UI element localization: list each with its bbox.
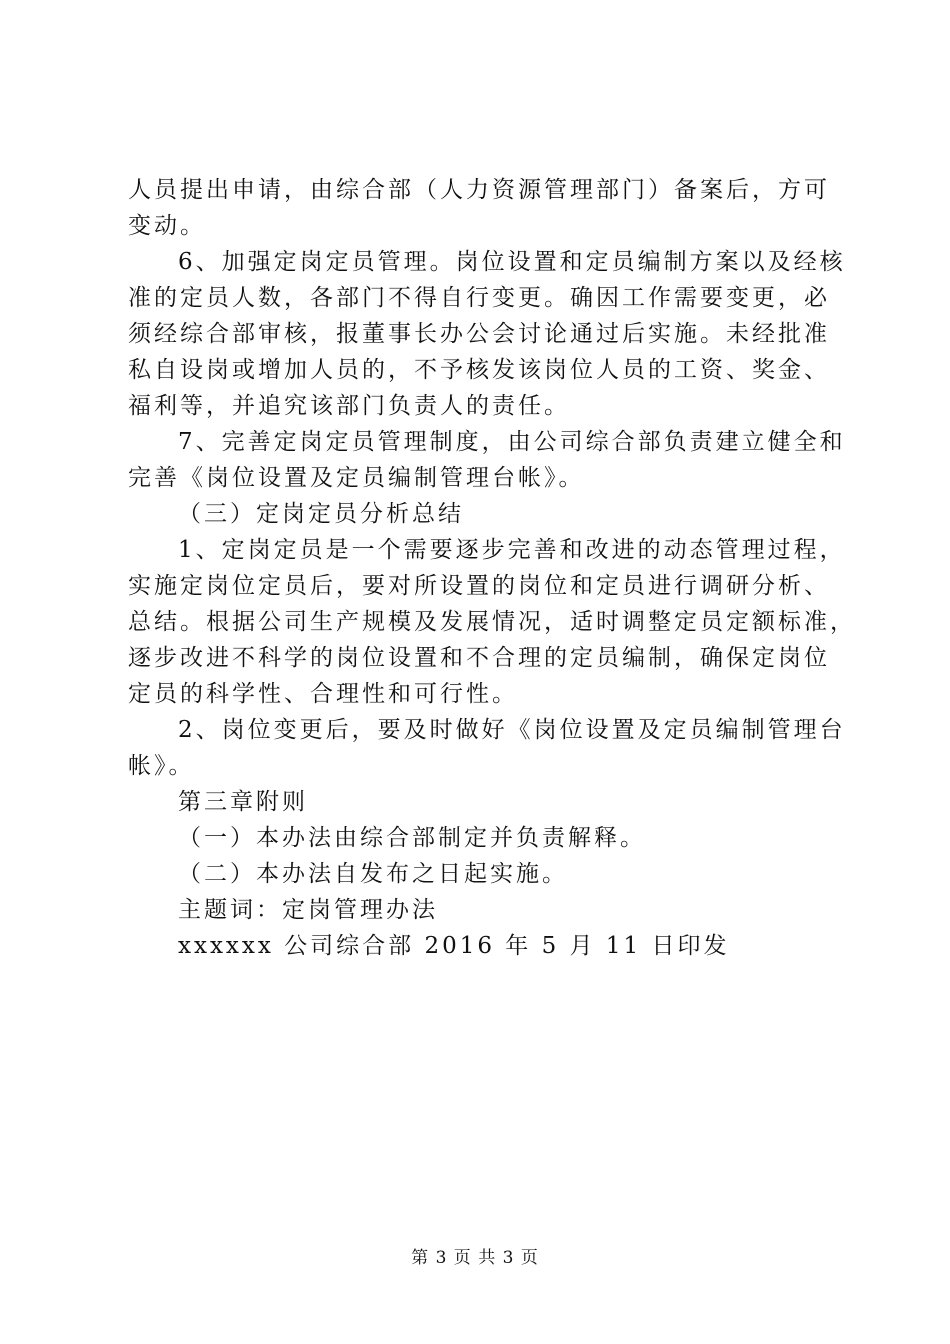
paragraph-line: 须经综合部审核，报董事长办公会讨论通过后实施。未经批准	[128, 321, 830, 347]
paragraph-line: （一）本办法由综合部制定并负责解释。	[178, 825, 646, 851]
subject-keywords: 主题词：定岗管理办法	[178, 897, 438, 923]
paragraph-line: 变动。	[128, 213, 206, 239]
paragraph-line: 7、完善定岗定员管理制度，由公司综合部负责建立健全和	[178, 429, 846, 455]
page-number: 第 3 页 共 3 页	[411, 1248, 539, 1268]
paragraph-line: 完善《岗位设置及定员编制管理台帐》。	[128, 465, 585, 491]
paragraph-line: 6、加强定岗定员管理。岗位设置和定员编制方案以及经核	[178, 249, 846, 275]
paragraph-line: 总结。根据公司生产规模及发展情况，适时调整定员定额标准，	[128, 609, 856, 635]
paragraph-line: （二）本办法自发布之日起实施。	[178, 861, 568, 887]
paragraph-line: 帐》。	[128, 753, 195, 779]
paragraph-line: 实施定岗位定员后，要对所设置的岗位和定员进行调研分析、	[128, 573, 830, 599]
paragraph-line: 逐步改进不科学的岗位设置和不合理的定员编制，确保定岗位	[128, 645, 830, 671]
paragraph-line: 人员提出申请，由综合部（人力资源管理部门）备案后，方可	[128, 177, 830, 203]
section-heading: （三）定岗定员分析总结	[178, 501, 464, 527]
chapter-heading: 第三章附则	[178, 789, 308, 815]
paragraph-line: 私自设岗或增加人员的，不予核发该岗位人员的工资、奖金、	[128, 357, 830, 383]
paragraph-line: 1、定岗定员是一个需要逐步完善和改进的动态管理过程，	[178, 537, 846, 563]
paragraph-line: 准的定员人数，各部门不得自行变更。确因工作需要变更，必	[128, 285, 830, 311]
paragraph-line: 福利等，并追究该部门负责人的责任。	[128, 393, 570, 419]
issuer-line: xxxxxx 公司综合部 2016 年 5 月 11 日印发	[178, 933, 730, 959]
paragraph-line: 定员的科学性、合理性和可行性。	[128, 681, 518, 707]
document-body	[128, 172, 856, 964]
paragraph-line: 2、岗位变更后，要及时做好《岗位设置及定员编制管理台	[178, 717, 846, 743]
